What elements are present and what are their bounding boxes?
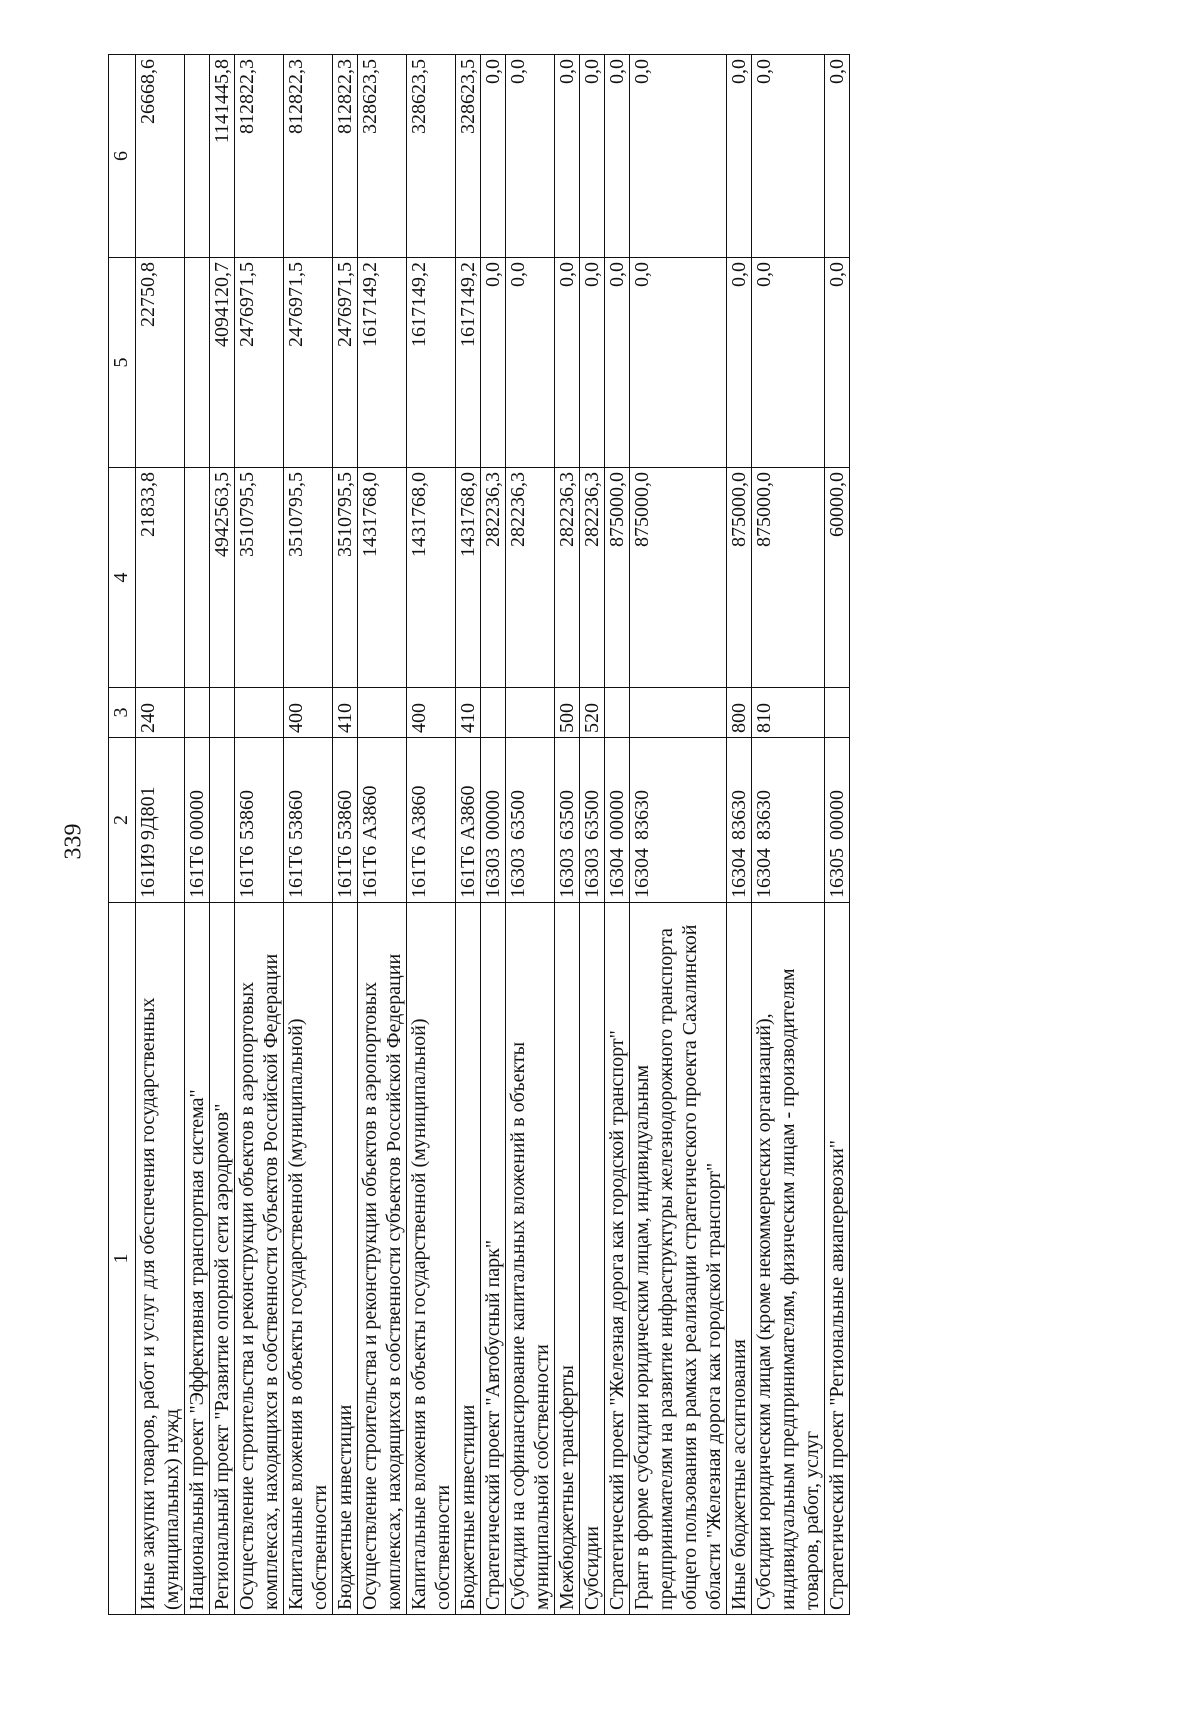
row-code-program: 16304 (753, 848, 775, 898)
row-code-program: 161Т6 (457, 845, 479, 898)
row-name: Капитальные вложения в объекты государственной (муниципальной) собственности (284, 903, 333, 1615)
row-value-col4: 3510795,5 (333, 468, 358, 688)
row-value-col6: 0,0 (825, 55, 850, 258)
row-code-direction: 63500 (581, 790, 603, 840)
row-expense-type: 810 (752, 688, 825, 738)
row-name: Иные бюджетные ассигнования (727, 903, 752, 1615)
row-value-col5: 0,0 (752, 258, 825, 468)
row-value-col6 (185, 55, 210, 258)
row-code-direction: 63500 (556, 790, 578, 840)
row-value-col4: 282236,3 (481, 468, 506, 688)
row-name: Национальный проект "Эффективная транспортная система" (185, 903, 210, 1615)
row-expense-type: 400 (407, 688, 456, 738)
row-value-col4: 875000,0 (630, 468, 727, 688)
row-expense-type: 400 (284, 688, 333, 738)
row-value-col6: 328623,5 (456, 55, 481, 258)
row-value-col6: 812822,3 (284, 55, 333, 258)
row-name: Капитальные вложения в объекты государственной (муниципальной) собственности (407, 903, 456, 1615)
row-value-col5 (185, 258, 210, 468)
row-expense-type: 500 (555, 688, 580, 738)
row-name: Стратегический проект "Железная дорога как городской транспорт" (605, 903, 630, 1615)
row-expense-type (185, 688, 210, 738)
row-value-col6: 0,0 (630, 55, 727, 258)
table-row (136, 55, 185, 1615)
row-value-col5: 1617149,2 (358, 258, 407, 468)
row-value-col4: 1431768,0 (358, 468, 407, 688)
table-row (506, 55, 555, 1615)
row-value-col4: 282236,3 (555, 468, 580, 688)
table-row (630, 55, 727, 1615)
row-code (555, 738, 580, 903)
row-code (284, 738, 333, 903)
row-code (407, 738, 456, 903)
row-name: Грант в форме субсидии юридическим лицам, индивидуальным предпринимателям на развитие инфраструктуры железнодорожного транспорта общего пользования в рамках реализации стратегического проекта Сахалинской области "Железная дорога как городской транспорт" (630, 903, 727, 1615)
table-row (580, 55, 605, 1615)
row-code-program: 16305 (826, 848, 848, 898)
row-code-direction: 00000 (826, 790, 848, 840)
row-name: Межбюджетные трансферты (555, 903, 580, 1615)
row-name: Бюджетные инвестиции (456, 903, 481, 1615)
column-header: 5 (109, 258, 136, 468)
row-code-direction: 83630 (728, 790, 750, 840)
column-header: 2 (109, 738, 136, 903)
table-row (752, 55, 825, 1615)
row-code-direction: 63500 (507, 790, 529, 840)
row-code (136, 738, 185, 903)
row-value-col4: 1431768,0 (407, 468, 456, 688)
row-value-col4: 875000,0 (752, 468, 825, 688)
table-row (358, 55, 407, 1615)
row-name: Субсидии (580, 903, 605, 1615)
row-code (825, 738, 850, 903)
row-code-direction: А3860 (359, 785, 381, 840)
row-code-direction: А3860 (408, 785, 430, 840)
row-code (235, 738, 284, 903)
row-code (333, 738, 358, 903)
row-value-col4: 4942563,5 (210, 468, 235, 688)
row-code-program: 161Т6 (334, 845, 356, 898)
row-code (727, 738, 752, 903)
row-name: Региональный проект "Развитие опорной сети аэродромов" (210, 903, 235, 1615)
table-row (456, 55, 481, 1615)
row-code-direction: 9Д801 (137, 786, 159, 840)
row-value-col4: 875000,0 (727, 468, 752, 688)
row-value-col6: 26668,6 (136, 55, 185, 258)
row-code-program: 16304 (631, 848, 653, 898)
row-value-col4: 1431768,0 (456, 468, 481, 688)
row-value-col6: 0,0 (481, 55, 506, 258)
table-row (185, 55, 210, 1615)
row-code-program: 16303 (507, 848, 529, 898)
row-name: Бюджетные инвестиции (333, 903, 358, 1615)
row-code (506, 738, 555, 903)
row-value-col5: 0,0 (727, 258, 752, 468)
row-code-direction: 53860 (334, 790, 356, 840)
row-expense-type (235, 688, 284, 738)
row-code (185, 738, 210, 903)
row-expense-type (605, 688, 630, 738)
table-row (333, 55, 358, 1615)
row-code-program: 16304 (606, 848, 628, 898)
row-code-direction: 53860 (285, 790, 307, 840)
row-expense-type (481, 688, 506, 738)
row-value-col4 (185, 468, 210, 688)
row-value-col4: 875000,0 (605, 468, 630, 688)
row-value-col5: 0,0 (630, 258, 727, 468)
row-code-program: 161Т6 (359, 845, 381, 898)
row-code-direction: 83630 (753, 790, 775, 840)
row-value-col4: 282236,3 (506, 468, 555, 688)
page-number: 339 (60, 823, 87, 860)
table-header-row (109, 55, 136, 1615)
row-code (752, 738, 825, 903)
table-row (481, 55, 506, 1615)
row-value-col6: 812822,3 (333, 55, 358, 258)
row-value-col5: 0,0 (506, 258, 555, 468)
rotated-table-container (108, 55, 1108, 1615)
row-value-col6: 0,0 (605, 55, 630, 258)
row-value-col6: 328623,5 (358, 55, 407, 258)
table-row (605, 55, 630, 1615)
column-header: 3 (109, 688, 136, 738)
row-name: Стратегический проект "Автобусный парк" (481, 903, 506, 1615)
row-expense-type: 240 (136, 688, 185, 738)
row-expense-type (825, 688, 850, 738)
row-code-direction: 00000 (186, 790, 208, 840)
row-code (605, 738, 630, 903)
row-code (358, 738, 407, 903)
row-code-program: 161И9 (137, 843, 159, 898)
row-code-direction: 53860 (236, 790, 258, 840)
row-value-col6: 812822,3 (235, 55, 284, 258)
row-code-program: 161Т6 (285, 845, 307, 898)
table-row (210, 55, 235, 1615)
row-code-program: 16304 (728, 848, 750, 898)
budget-table (108, 54, 850, 1615)
row-expense-type (358, 688, 407, 738)
table-row (407, 55, 456, 1615)
row-name: Осуществление строительства и реконструкции объектов в аэропортовых комплексах, находящихся в собственности субъектов Российской Федерации (235, 903, 284, 1615)
row-code (630, 738, 727, 903)
row-value-col6: 328623,5 (407, 55, 456, 258)
row-name: Субсидии юридическим лицам (кроме некоммерческих организаций), индивидуальным предпринимателям, физическим лицам - производителям товаров, работ, услуг (752, 903, 825, 1615)
row-value-col6: 0,0 (580, 55, 605, 258)
row-code-program: 161Т6 (236, 845, 258, 898)
row-code (580, 738, 605, 903)
row-value-col5: 2476971,5 (284, 258, 333, 468)
row-name: Субсидии на софинансирование капитальных вложений в объекты муниципальной собственности (506, 903, 555, 1615)
row-value-col5: 22750,8 (136, 258, 185, 468)
row-value-col6: 0,0 (727, 55, 752, 258)
row-code (456, 738, 481, 903)
row-value-col4: 60000,0 (825, 468, 850, 688)
row-expense-type: 520 (580, 688, 605, 738)
row-value-col5: 4094120,7 (210, 258, 235, 468)
row-code-direction: 00000 (482, 790, 504, 840)
row-code (210, 738, 235, 903)
row-value-col5: 1617149,2 (456, 258, 481, 468)
table-row (727, 55, 752, 1615)
row-code-program: 161Т6 (408, 845, 430, 898)
row-expense-type (210, 688, 235, 738)
row-value-col5: 0,0 (825, 258, 850, 468)
row-value-col4: 3510795,5 (235, 468, 284, 688)
row-value-col6: 0,0 (506, 55, 555, 258)
row-value-col5: 0,0 (481, 258, 506, 468)
row-value-col6: 1141445,8 (210, 55, 235, 258)
row-code (481, 738, 506, 903)
column-header: 4 (109, 468, 136, 688)
row-value-col5: 2476971,5 (333, 258, 358, 468)
row-code-direction: А3860 (457, 785, 479, 840)
row-code-program: 16303 (556, 848, 578, 898)
row-code-program: 161Т6 (186, 845, 208, 898)
row-name: Иные закупки товаров, работ и услуг для обеспечения государственных (муниципальных) нужд (136, 903, 185, 1615)
row-expense-type: 410 (333, 688, 358, 738)
row-name: Стратегический проект "Региональные авиаперевозки" (825, 903, 850, 1615)
table-row (284, 55, 333, 1615)
row-code-direction: 83630 (631, 790, 653, 840)
row-expense-type: 800 (727, 688, 752, 738)
row-value-col4: 21833,8 (136, 468, 185, 688)
row-value-col6: 0,0 (752, 55, 825, 258)
column-header: 6 (109, 55, 136, 258)
row-value-col5: 0,0 (605, 258, 630, 468)
row-value-col5: 0,0 (580, 258, 605, 468)
row-code-program: 16303 (581, 848, 603, 898)
row-expense-type: 410 (456, 688, 481, 738)
row-code-program: 16303 (482, 848, 504, 898)
row-value-col5: 0,0 (555, 258, 580, 468)
row-expense-type (630, 688, 727, 738)
row-value-col5: 1617149,2 (407, 258, 456, 468)
row-value-col5: 2476971,5 (235, 258, 284, 468)
row-expense-type (506, 688, 555, 738)
table-row (235, 55, 284, 1615)
table-row (825, 55, 850, 1615)
row-value-col4: 282236,3 (580, 468, 605, 688)
row-name: Осуществление строительства и реконструкции объектов в аэропортовых комплексах, находящихся в собственности субъектов Российской Федерации (358, 903, 407, 1615)
row-value-col4: 3510795,5 (284, 468, 333, 688)
table-row (555, 55, 580, 1615)
row-code-direction: 00000 (606, 790, 628, 840)
column-header: 1 (109, 903, 136, 1615)
row-value-col6: 0,0 (555, 55, 580, 258)
